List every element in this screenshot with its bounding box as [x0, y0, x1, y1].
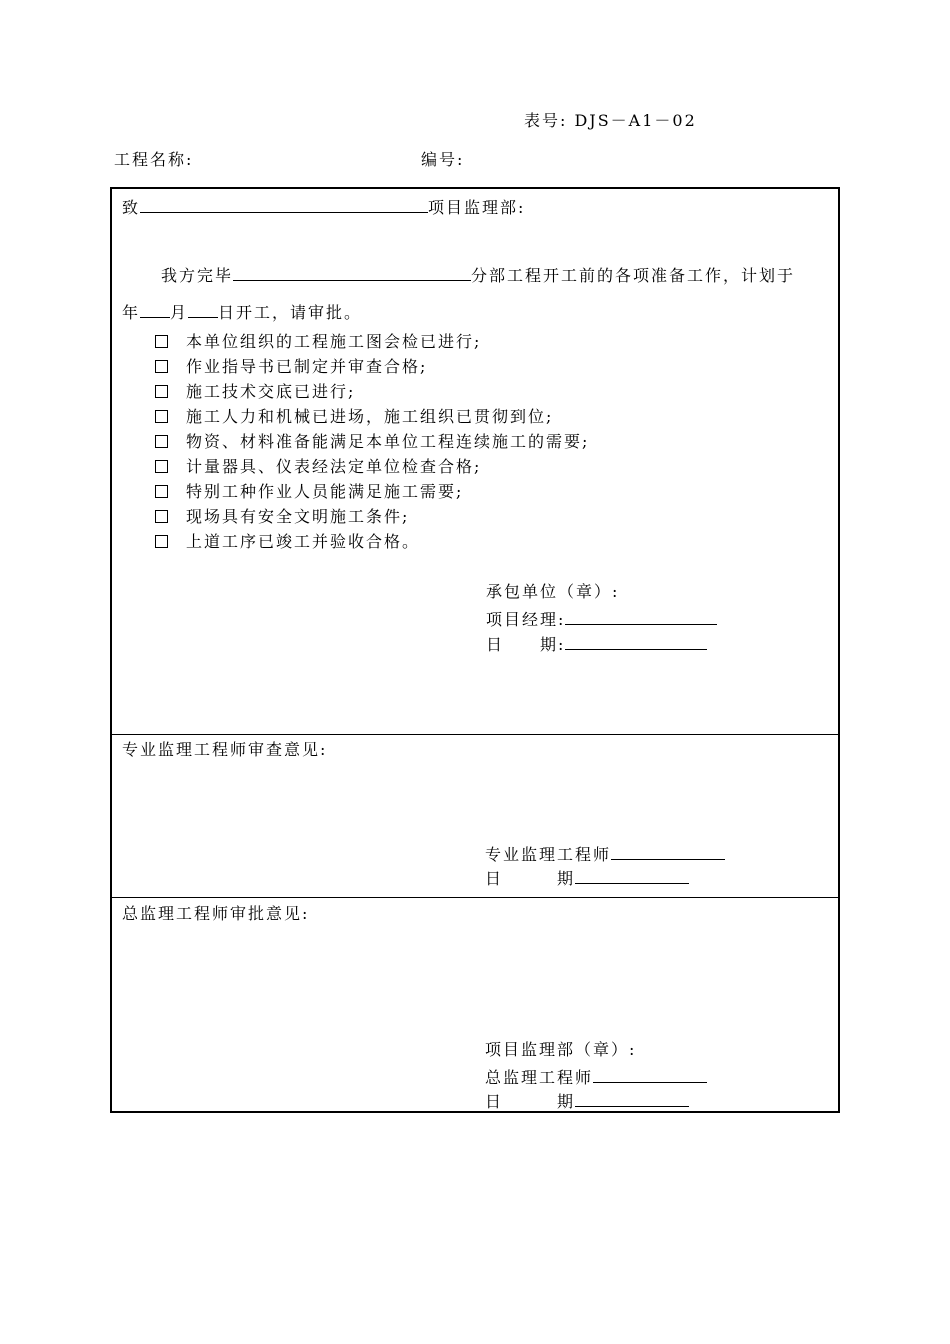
chief-label: 总监理工程师	[485, 1068, 594, 1087]
checklist-item	[155, 382, 589, 407]
start-date-suffix: 日开工，请审批。	[218, 303, 363, 322]
checklist-item	[155, 482, 589, 507]
section-divider	[112, 734, 838, 735]
supervision-dept-blank[interactable]	[140, 195, 428, 213]
statement-line-2	[122, 300, 362, 323]
contractor-date-line	[486, 632, 707, 655]
checklist-item	[155, 357, 589, 382]
project-manager-label: 项目经理:	[486, 610, 566, 629]
chief-signature-line	[485, 1065, 707, 1088]
statement-line-1	[161, 263, 795, 286]
to-prefix: 致	[122, 198, 141, 217]
checkbox[interactable]	[155, 510, 168, 523]
project-name-label: 工程名称:	[114, 150, 194, 169]
chief-signature-blank[interactable]	[593, 1065, 707, 1083]
engineer-date-label: 日 期	[485, 869, 576, 888]
checkbox[interactable]	[155, 335, 168, 348]
statement-prefix: 我方完毕	[161, 266, 234, 285]
to-suffix: 项目监理部:	[428, 198, 526, 217]
checklist-item-label: 特别工种作业人员能满足施工需要;	[186, 482, 464, 501]
form-number: 表号: DJS－A1－02	[524, 111, 697, 130]
chief-approval-title: 总监理工程师审批意见:	[122, 904, 310, 923]
contractor-date-blank[interactable]	[565, 632, 707, 650]
chief-date-label: 日 期	[485, 1092, 576, 1111]
engineer-signature-line	[485, 842, 725, 865]
month-label: 月	[170, 303, 189, 322]
day-blank[interactable]	[188, 300, 218, 318]
checklist-item-label: 计量器具、仪表经法定单位检查合格;	[186, 457, 482, 476]
contractor-seal-label: 承包单位（章）:	[486, 582, 620, 601]
section-divider	[112, 897, 838, 898]
addressee-line	[122, 195, 525, 218]
chief-date-line	[485, 1089, 689, 1112]
contractor-date-label: 日 期:	[486, 635, 566, 654]
checklist-item	[155, 507, 589, 532]
checklist-item-label: 上道工序已竣工并验收合格。	[186, 532, 421, 551]
checklist-item-label: 物资、材料准备能满足本单位工程连续施工的需要;	[186, 432, 590, 451]
readiness-checklist	[155, 332, 589, 557]
checkbox[interactable]	[155, 385, 168, 398]
month-blank[interactable]	[140, 300, 170, 318]
serial-number-label: 编号:	[421, 150, 465, 169]
checklist-item	[155, 332, 589, 357]
engineer-signature-blank[interactable]	[611, 842, 725, 860]
year-label: 年	[122, 303, 141, 322]
engineer-date-blank[interactable]	[575, 866, 689, 884]
engineer-date-line	[485, 866, 689, 889]
checklist-item	[155, 432, 589, 457]
checklist-item-label: 施工技术交底已进行;	[186, 382, 356, 401]
checklist-item-label: 施工人力和机械已进场，施工组织已贯彻到位;	[186, 407, 554, 426]
checklist-item	[155, 532, 589, 557]
chief-date-blank[interactable]	[575, 1089, 689, 1107]
checklist-item	[155, 407, 589, 432]
checkbox[interactable]	[155, 535, 168, 548]
subproject-name-blank[interactable]	[233, 263, 471, 281]
engineer-review-title: 专业监理工程师审查意见:	[122, 740, 328, 759]
checkbox[interactable]	[155, 485, 168, 498]
project-manager-blank[interactable]	[565, 607, 717, 625]
engineer-label: 专业监理工程师	[485, 845, 612, 864]
statement-suffix: 分部工程开工前的各项准备工作，计划于	[471, 266, 796, 285]
checklist-item-label: 本单位组织的工程施工图会检已进行;	[186, 332, 482, 351]
checklist-item-label: 现场具有安全文明施工条件;	[186, 507, 410, 526]
application-form-table	[110, 187, 840, 1113]
checklist-item	[155, 457, 589, 482]
checkbox[interactable]	[155, 460, 168, 473]
checklist-item-label: 作业指导书已制定并审查合格;	[186, 357, 428, 376]
supervision-dept-seal-label: 项目监理部（章）:	[485, 1040, 637, 1059]
project-manager-line	[486, 607, 717, 630]
checkbox[interactable]	[155, 435, 168, 448]
checkbox[interactable]	[155, 410, 168, 423]
checkbox[interactable]	[155, 360, 168, 373]
